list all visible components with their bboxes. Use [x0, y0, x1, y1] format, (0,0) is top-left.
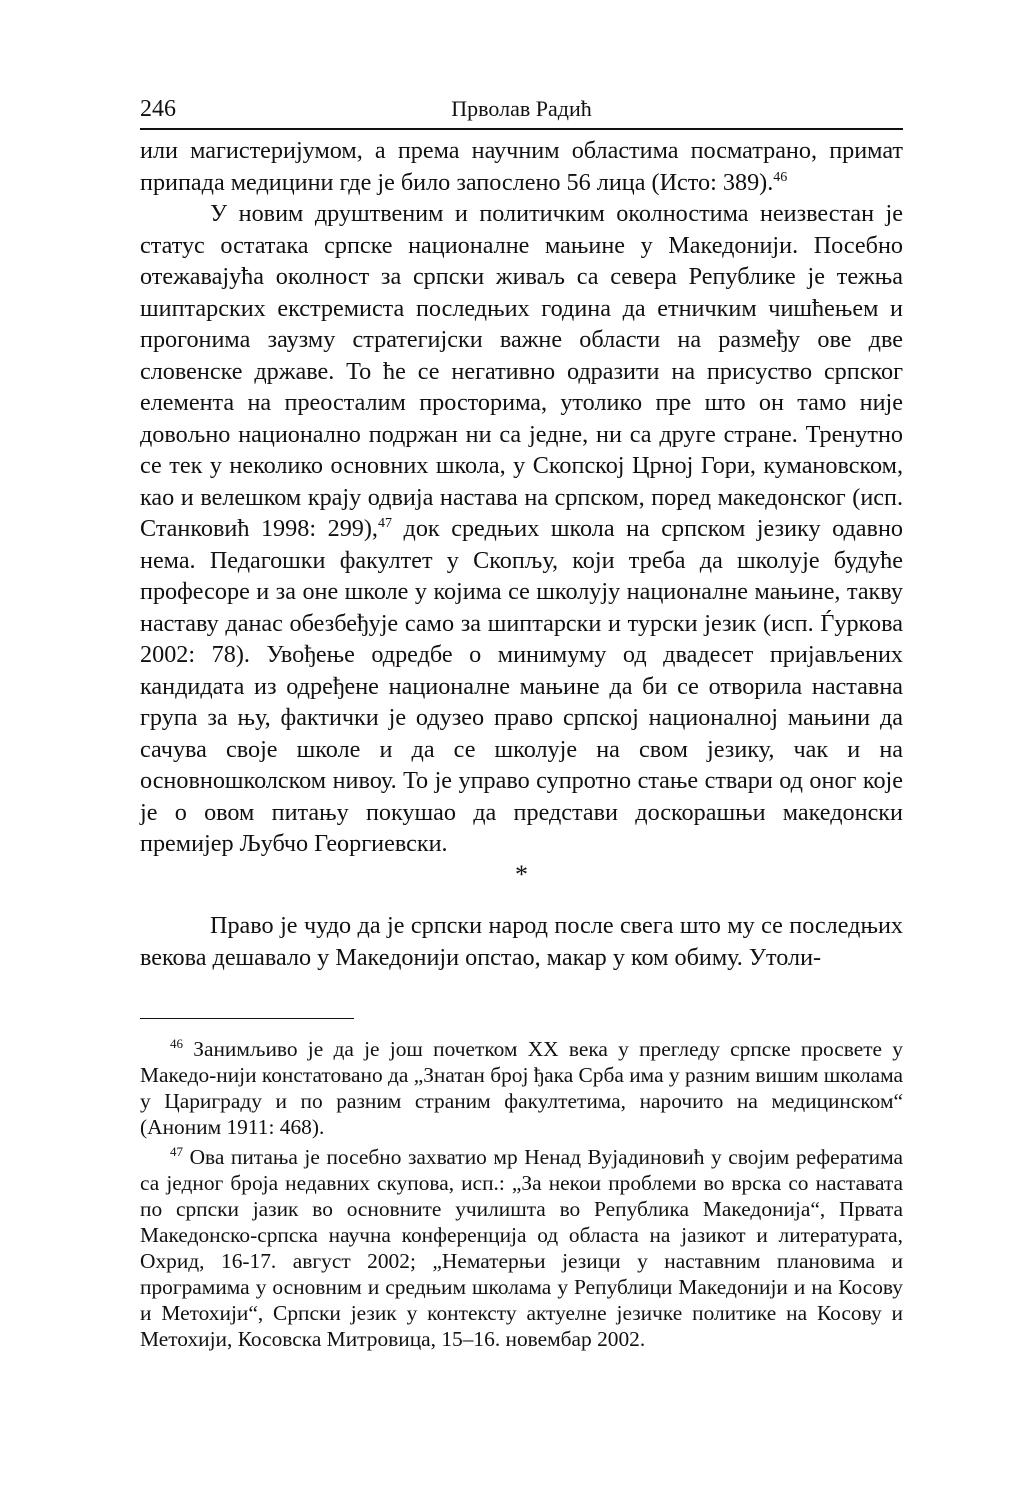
footnote-ref-46[interactable]: 46 [773, 169, 788, 185]
footnote-46 [140, 1036, 903, 1140]
main-text [140, 135, 903, 860]
footnote-number-47: 47 [170, 1143, 183, 1159]
footnote-divider [140, 1018, 354, 1019]
footnote-47 [140, 1144, 903, 1352]
paragraph-3: Право је чудо да је српски народ после свега што му се последњих векова дешавало у Македонији опстао, макар у ком обиму. Утоли- [140, 912, 903, 971]
paragraph-1-text: или магистеријумом, а према научним областима посматрано, примат припада медицини где је било запослено 56 лица (Исто: 389). [140, 137, 903, 196]
paragraph-1 [140, 135, 903, 198]
footnotes [140, 1036, 903, 1356]
footnote-46-text: Занимљиво је да је још почетком XX века у прегледу српске просвете у Македо-нији констатовано да „Знатан број ђака Срба има у разним вишим школама у Цариграду и по разним страним факултетима, нарочито на медицинском“ (Аноним 1911: 468). [140, 1037, 903, 1139]
footnote-47-text: Ова питања је посебно захватио мр Ненад Вујадиновић у својим рефератима са једног броја недавних скупова, исп.: „За некои проблеми во врска со наставата по српски јазик во основните училишта во Република Македонија“, Првата Македонско-српска научна конференција од областа на јазикот и литературата, Охрид, 16-17. август 2002; „Нематерњи језици у наставним плановима и програмима у основним и средњим школама у Републици Македонији и на Косову и Метохији“, Српски језик у контексту актуелне језичке политике на Косову и Метохији, Косовска Митровица, 15–16. новембар 2002. [140, 1145, 903, 1351]
footnote-number-46: 46 [170, 1035, 183, 1051]
paragraph-2-text-b: док средњих школа на српском језику одавно нема. Педагошки факултет у Скопљу, који треба да школује будуће професоре и за оне школе у којима се школују националне мањине, такву наставу данас обезбеђује само за шиптарски и турски језик (исп. Ѓуркова 2002: 78). Увођење одредбе о минимуму од двадесет пријављених кандидата из одређене националне мањине да би се отворила наставна група за њу, фактички је одузео право српској националној мањини да сачува своје школе и да се школује на свом језику, чак и на основношколском нивоу. То је управо супротно стање ствари од оног које је о овом питању покушао да представи доскорашњи македонски премијер Љубчо Георгиевски. [140, 515, 903, 857]
footnote-ref-47[interactable]: 47 [377, 515, 392, 531]
running-head [140, 96, 903, 130]
section-separator: * [515, 860, 528, 889]
paragraph-2 [140, 198, 903, 860]
running-title: Прволав Радић [451, 96, 592, 121]
paragraph-2-text-a: У новим друштвеним и политичким околностима неизвестан је статус остатака српске националне мањине у Македонији. Посебно отежавајућа околност за српски живаљ са севера Републике је тежња шиптарских екстремиста последњих година да етничким чишћењем и прогонима заузму стратегијски важне области на размеђу ове две словенске државе. То ће се негативно одразити на присуство српског елемента на преосталим просторима, утолико пре што он тамо није довољно национално подржан ни са једне, ни са друге стране. Тренутно се тек у неколико основних школа, у Скопској Црној Гори, кумановском, као и велешком крају одвија настава на српском, поред македонског (исп. Станковић 1998: 299), [140, 200, 903, 542]
main-text-continued [140, 910, 903, 973]
page-number: 246 [140, 96, 176, 122]
